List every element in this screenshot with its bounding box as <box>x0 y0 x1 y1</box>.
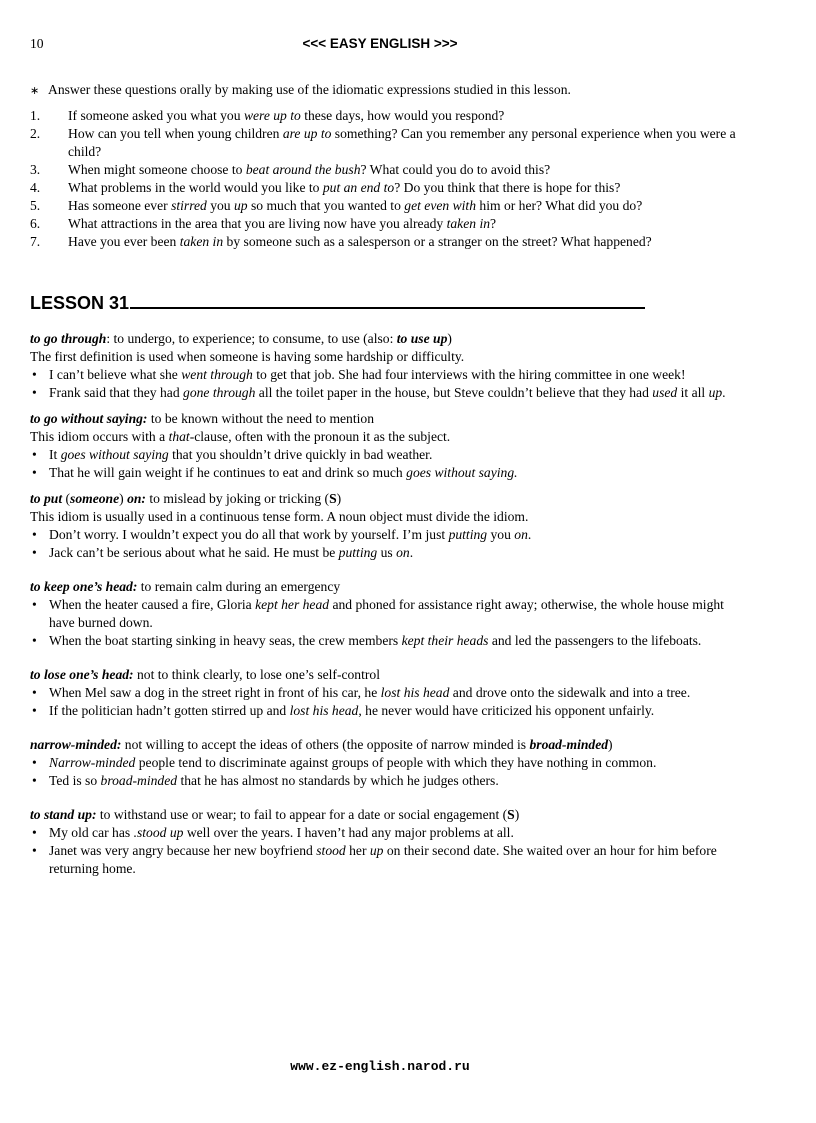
text-run: not willing to accept the ideas of others (the opposite of narrow minded is <box>121 737 530 752</box>
example-sentence <box>30 526 730 544</box>
question-item <box>30 233 770 251</box>
lesson-title-text: LESSON 31 <box>30 293 130 313</box>
text-run: and phoned for assistance right away; otherwise, the whole house might have burned down. <box>49 597 724 630</box>
italic-idiom: up <box>708 385 723 400</box>
text-run: to withstand use or wear; to fail to appear for a date or social engagement ( <box>96 807 508 822</box>
text-run: not to think clearly, to lose one’s self-control <box>133 667 380 682</box>
example-sentence <box>30 384 730 402</box>
text-run: and led the passengers to the lifeboats. <box>488 633 702 648</box>
usage-note <box>30 508 730 526</box>
text-run: When might someone choose to <box>68 162 246 177</box>
idiom-entry <box>30 330 730 402</box>
text-run: Janet was very angry because her new boyfriend <box>49 843 317 858</box>
text-run: When the boat starting sinking in heavy seas, the crew members <box>49 633 402 648</box>
example-sentence <box>30 464 730 482</box>
text-run: This idiom occurs with a <box>30 429 169 444</box>
text-run: When the heater caused a fire, Gloria <box>49 597 256 612</box>
text-run: by someone such as a salesperson or a stranger on the street? What happened? <box>223 234 652 249</box>
example-sentence <box>30 754 730 772</box>
text-run: ? What could you do to avoid this? <box>360 162 551 177</box>
text-run: ) <box>514 807 520 822</box>
question-text <box>68 234 652 249</box>
italic-idiom: went through <box>181 367 253 382</box>
italic-idiom: goes without saying <box>60 447 169 462</box>
text-run: I can’t believe what she <box>49 367 182 382</box>
text-run: Frank said that they had <box>49 385 184 400</box>
example-list <box>30 684 730 720</box>
question-number: 7. <box>30 234 41 249</box>
text-run: . <box>722 385 726 400</box>
question-item <box>30 215 770 233</box>
example-list <box>30 446 730 482</box>
idiom-term: to use up <box>396 331 448 346</box>
idiom-definition <box>30 410 730 428</box>
text-run: to mislead by joking or tricking ( <box>145 491 330 506</box>
idiom-entry <box>30 736 730 790</box>
text-run: It <box>49 447 61 462</box>
text-run: to get that job. She had four interviews with the hiring committee in one week! <box>252 367 686 382</box>
text-run: : to undergo, to experience; to consume, to use (also: <box>106 331 397 346</box>
text-run: you <box>487 527 515 542</box>
question-text <box>68 108 504 123</box>
footer-url: www.ez-english.narod.ru <box>290 1059 470 1074</box>
idiom-definition <box>30 806 730 824</box>
text-run: that he has almost no standards by which he judges others. <box>177 773 499 788</box>
text-run: people tend to discriminate against groups of people with which they have nothing in common. <box>135 755 657 770</box>
idiom-term: to lose one’s head: <box>30 667 134 682</box>
italic-idiom: broad-minded <box>100 773 178 788</box>
question-text <box>68 198 642 213</box>
italic-idiom: are up to <box>282 126 332 141</box>
asterisk-bullet: ∗ <box>30 85 40 97</box>
example-list <box>30 754 730 790</box>
italic-idiom: beat around the bush <box>245 162 361 177</box>
text-run: When Mel saw a dog in the street right in front of his car, he <box>49 685 381 700</box>
idiom-definition <box>30 736 730 754</box>
text-run: to remain calm during an emergency <box>137 579 341 594</box>
italic-idiom: gone through <box>183 385 256 400</box>
question-text <box>68 180 620 195</box>
example-sentence <box>30 446 730 464</box>
example-sentence <box>30 702 730 720</box>
text-run: us <box>377 545 397 560</box>
example-sentence <box>30 366 730 384</box>
italic-idiom: kept their heads <box>401 633 489 648</box>
text-run: him or her? What did you do? <box>476 198 643 213</box>
text-run: ) <box>336 491 342 506</box>
text-run: ) <box>447 331 452 346</box>
text-run: Don’t worry. I wouldn’t expect you do all that work by yourself. I’m just <box>49 527 449 542</box>
text-run: ? <box>490 216 497 231</box>
question-number: 1. <box>30 108 41 123</box>
idiom-definition <box>30 666 730 684</box>
text-run: The first definition is used when someone is having some hardship or difficulty. <box>30 349 465 364</box>
text-run: What problems in the world would you like to <box>68 180 323 195</box>
question-number: 4. <box>30 180 41 195</box>
question-number: 6. <box>30 216 41 231</box>
usage-note <box>30 348 730 366</box>
italic-idiom: putting <box>448 527 488 542</box>
example-list <box>30 596 730 650</box>
question-number: 2. <box>30 126 41 141</box>
text-run: Have you ever been <box>68 234 180 249</box>
italic-idiom: get even with <box>404 198 477 213</box>
question-text <box>68 162 550 177</box>
italic-idiom: up <box>234 198 248 213</box>
text-run: to be known without the need to mention <box>147 411 374 426</box>
exercise-instruction <box>30 81 790 100</box>
example-sentence <box>30 632 730 650</box>
text-run: Has someone ever <box>68 198 172 213</box>
italic-idiom: Narrow-minded <box>49 755 136 770</box>
idiom-definition <box>30 490 730 508</box>
text-run: all the toilet paper in the house, but Steve couldn’t believe that they had <box>255 385 653 400</box>
idiom-term: on: <box>127 491 146 506</box>
italic-idiom: goes without saying. <box>406 465 518 480</box>
page-number: 10 <box>30 36 44 51</box>
idiom-entry <box>30 490 730 562</box>
italic-idiom: taken in <box>446 216 491 231</box>
text-run: How can you tell when young children <box>68 126 283 141</box>
text-run: That he will gain weight if he continues to eat and drink so much <box>49 465 407 480</box>
text-run: it all <box>677 385 709 400</box>
question-item <box>30 125 770 161</box>
text-run: ) <box>608 737 613 752</box>
idiom-term: to keep one’s head: <box>30 579 138 594</box>
idiom-entry <box>30 806 730 878</box>
text-run: you <box>206 198 234 213</box>
text-run: ( <box>62 491 71 506</box>
idiom-term: to stand up: <box>30 807 97 822</box>
italic-idiom: that <box>168 429 190 444</box>
text-run: Ted is so <box>49 773 101 788</box>
idiom-definition <box>30 578 730 596</box>
text-run: and drove onto the sidewalk and into a tree. <box>449 685 691 700</box>
question-item <box>30 107 770 125</box>
text-run: so much that you wanted to <box>247 198 405 213</box>
text-run: that you shouldn’t drive quickly in bad weather. <box>168 447 433 462</box>
question-item <box>30 161 770 179</box>
text-run: My old car has <box>49 825 134 840</box>
separable-marker: S <box>329 491 337 506</box>
title-underline <box>130 291 645 309</box>
italic-idiom: taken in <box>179 234 224 249</box>
idiom-term: to put <box>30 491 63 506</box>
text-run: . <box>527 527 532 542</box>
italic-idiom: put an end to <box>322 180 395 195</box>
idiom-entry <box>30 666 730 720</box>
idiom-term: narrow-minded: <box>30 737 122 752</box>
text-run: If someone asked you what you <box>68 108 244 123</box>
italic-idiom: on <box>514 527 528 542</box>
text-run: these days, how would you respond? <box>300 108 505 123</box>
italic-idiom: up <box>369 843 384 858</box>
italic-idiom: lost his head <box>380 685 450 700</box>
example-sentence <box>30 824 730 842</box>
text-run: ) <box>119 491 128 506</box>
example-sentence <box>30 772 730 790</box>
idiom-entry <box>30 578 730 650</box>
text-run: If the politician hadn’t gotten stirred up and <box>49 703 290 718</box>
example-list <box>30 824 730 878</box>
idiom-entry <box>30 410 730 482</box>
example-list <box>30 366 730 402</box>
example-sentence <box>30 842 730 878</box>
question-item <box>30 179 770 197</box>
usage-note <box>30 428 730 446</box>
italic-idiom: lost his head <box>289 703 359 718</box>
idiom-term: broad-minded <box>529 737 609 752</box>
text-run: -clause, often with the pronoun it as the subject. <box>189 429 451 444</box>
italic-idiom: stirred <box>171 198 207 213</box>
idiom-definition <box>30 330 730 348</box>
question-number: 3. <box>30 162 41 177</box>
separable-marker: S <box>507 807 515 822</box>
example-sentence <box>30 544 730 562</box>
question-number: 5. <box>30 198 41 213</box>
text-run: on their second date. She waited over an hour for him before returning home. <box>49 843 717 876</box>
italic-idiom: putting <box>338 545 378 560</box>
text-run: ? Do you think that there is hope for this? <box>394 180 621 195</box>
italic-idiom: .stood up <box>133 825 184 840</box>
example-sentence <box>30 684 730 702</box>
question-item <box>30 197 770 215</box>
example-sentence <box>30 596 730 632</box>
text-run: well over the years. I haven’t had any major problems at all. <box>183 825 514 840</box>
lesson-title <box>30 291 652 314</box>
text-run: her <box>345 843 370 858</box>
italic-idiom: were up to <box>243 108 301 123</box>
idiom-term: someone <box>70 491 120 506</box>
text-run: What attractions in the area that you are living now have you already <box>68 216 447 231</box>
text-run: something? Can you remember any personal experience when you were a child? <box>68 126 736 159</box>
text-run: . <box>409 545 414 560</box>
instruction-text: Answer these questions orally by making use of the idiomatic expressions studied in this lesson. <box>48 82 571 97</box>
example-list <box>30 526 730 562</box>
question-text <box>68 216 496 231</box>
idiom-term: to go without saying: <box>30 411 148 426</box>
italic-idiom: stood <box>316 843 346 858</box>
question-text <box>68 126 736 159</box>
italic-idiom: on <box>396 545 410 560</box>
lesson-content <box>30 330 730 886</box>
text-run: Jack can’t be serious about what he said. He must be <box>49 545 339 560</box>
question-list <box>30 107 770 251</box>
idiom-term: to go through <box>30 331 107 346</box>
italic-idiom: used <box>652 385 678 400</box>
text-run: , he never would have criticized his opponent unfairly. <box>358 703 655 718</box>
text-run: This idiom is usually used in a continuous tense form. A noun object must divide the idiom. <box>30 509 529 524</box>
italic-idiom: kept her head <box>255 597 330 612</box>
running-header: <<< EASY ENGLISH >>> <box>302 36 458 51</box>
